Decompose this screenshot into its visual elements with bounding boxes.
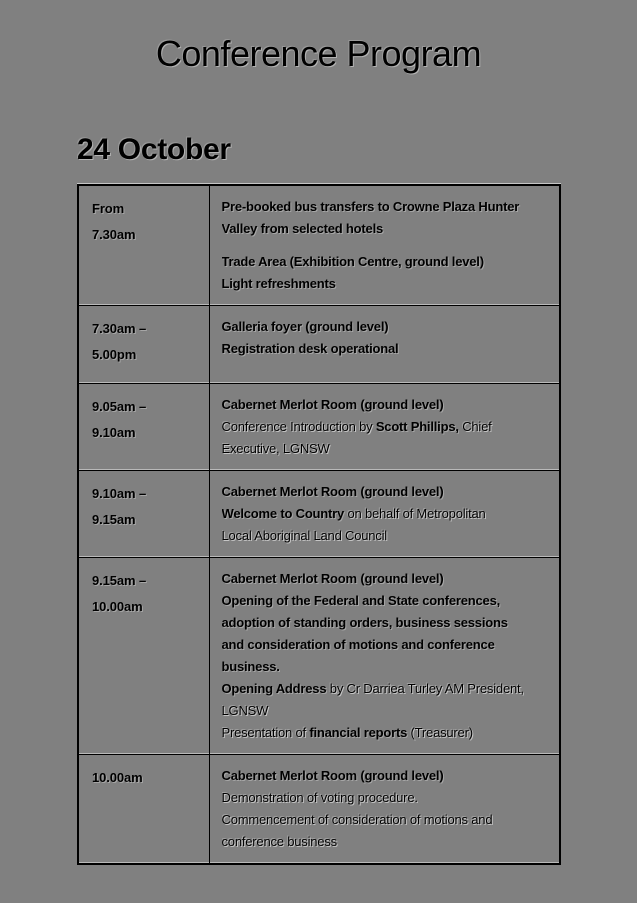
- content-line: [222, 338, 552, 360]
- content-line: [222, 809, 552, 831]
- content-line: [222, 251, 552, 273]
- text-segment: Pre-booked bus transfers to Crowne Plaza Hunter: [221, 199, 520, 214]
- content-line: [222, 700, 552, 722]
- event-cell: [209, 558, 560, 755]
- date-heading: 24 October: [77, 133, 231, 166]
- time-line: 5.00pm: [92, 347, 137, 362]
- text-segment: adoption of standing orders, business sessions: [221, 615, 508, 630]
- text-segment: Registration desk operational: [221, 341, 399, 356]
- content-line: [222, 678, 552, 700]
- content-line: [222, 787, 552, 809]
- text-segment: Scott Phillips,: [375, 419, 459, 434]
- text-segment: (Treasurer): [407, 725, 473, 740]
- text-segment: Opening of the Federal and State conferences,: [221, 593, 501, 608]
- text-segment: Trade Area (Exhibition Centre, ground level): [221, 254, 484, 269]
- event-cell: [209, 471, 560, 558]
- text-segment: Executive, LGNSW: [221, 441, 330, 456]
- content-line: [222, 481, 552, 503]
- event-cell: [209, 306, 560, 384]
- text-segment: Cabernet Merlot Room (ground level): [221, 571, 444, 586]
- content-line: [222, 394, 552, 416]
- event-cell: [209, 185, 560, 306]
- text-segment: financial reports: [309, 725, 408, 740]
- time-cell: [78, 185, 209, 306]
- text-segment: Demonstration of voting procedure.: [221, 790, 418, 805]
- content-line: [222, 634, 552, 656]
- schedule-table-body: [78, 185, 560, 864]
- table-row: [78, 471, 560, 558]
- text-segment: Welcome to Country: [221, 506, 345, 521]
- text-segment: Local Aboriginal Land Council: [221, 528, 387, 543]
- content-line: [222, 568, 552, 590]
- time-cell: [78, 384, 209, 471]
- time-line: 10.00am: [92, 770, 143, 785]
- time-cell: [78, 471, 209, 558]
- content-line: [222, 273, 552, 295]
- content-line: [222, 722, 552, 744]
- text-segment: on behalf of Metropolitan: [344, 506, 486, 521]
- table-row: [78, 384, 560, 471]
- table-row: [78, 755, 560, 865]
- text-segment: Commencement of consideration of motions and: [221, 812, 493, 827]
- text-segment: Light refreshments: [221, 276, 336, 291]
- content-line: [222, 831, 552, 853]
- text-segment: Cabernet Merlot Room (ground level): [221, 397, 444, 412]
- table-row: [78, 185, 560, 306]
- text-segment: by Cr Darriea Turley AM President,: [326, 681, 524, 696]
- content-line: [222, 503, 552, 525]
- time-line: 9.15am –: [92, 573, 147, 588]
- table-row: [78, 558, 560, 755]
- table-row: [78, 306, 560, 384]
- text-segment: and consideration of motions and conference: [221, 637, 495, 652]
- time-line: 9.10am: [92, 425, 136, 440]
- content-line: [222, 196, 552, 218]
- text-segment: Chief: [458, 419, 492, 434]
- time-line: 10.00am: [92, 599, 143, 614]
- content-line: [222, 525, 552, 547]
- time-line: 7.30am: [92, 227, 136, 242]
- paragraph-gap: [222, 240, 552, 251]
- content-line: [222, 316, 552, 338]
- text-segment: Presentation of: [221, 725, 310, 740]
- text-segment: Cabernet Merlot Room (ground level): [221, 484, 444, 499]
- time-cell: [78, 306, 209, 384]
- time-line: 9.05am –: [92, 399, 147, 414]
- text-segment: business.: [221, 659, 280, 674]
- text-segment: Cabernet Merlot Room (ground level): [221, 768, 444, 783]
- text-segment: Conference Introduction by: [221, 419, 376, 434]
- text-segment: Valley from selected hotels: [221, 221, 384, 236]
- content-line: [222, 416, 552, 438]
- event-cell: [209, 755, 560, 865]
- content-line: [222, 765, 552, 787]
- content-line: [222, 612, 552, 634]
- schedule-table: [77, 184, 561, 865]
- content-line: [222, 438, 552, 460]
- content-line: [222, 590, 552, 612]
- text-segment: LGNSW: [221, 703, 269, 718]
- time-line: 7.30am –: [92, 321, 147, 336]
- page-title: Conference Program: [155, 33, 482, 74]
- content-line: [222, 218, 552, 240]
- event-cell: [209, 384, 560, 471]
- time-line: 9.10am –: [92, 486, 147, 501]
- time-cell: [78, 558, 209, 755]
- time-cell: [78, 755, 209, 865]
- content-line: [222, 656, 552, 678]
- text-segment: Opening Address: [221, 681, 327, 696]
- text-segment: Galleria foyer (ground level): [221, 319, 389, 334]
- time-line: 9.15am: [92, 512, 136, 527]
- text-segment: conference business: [221, 834, 337, 849]
- time-line: From: [92, 201, 125, 216]
